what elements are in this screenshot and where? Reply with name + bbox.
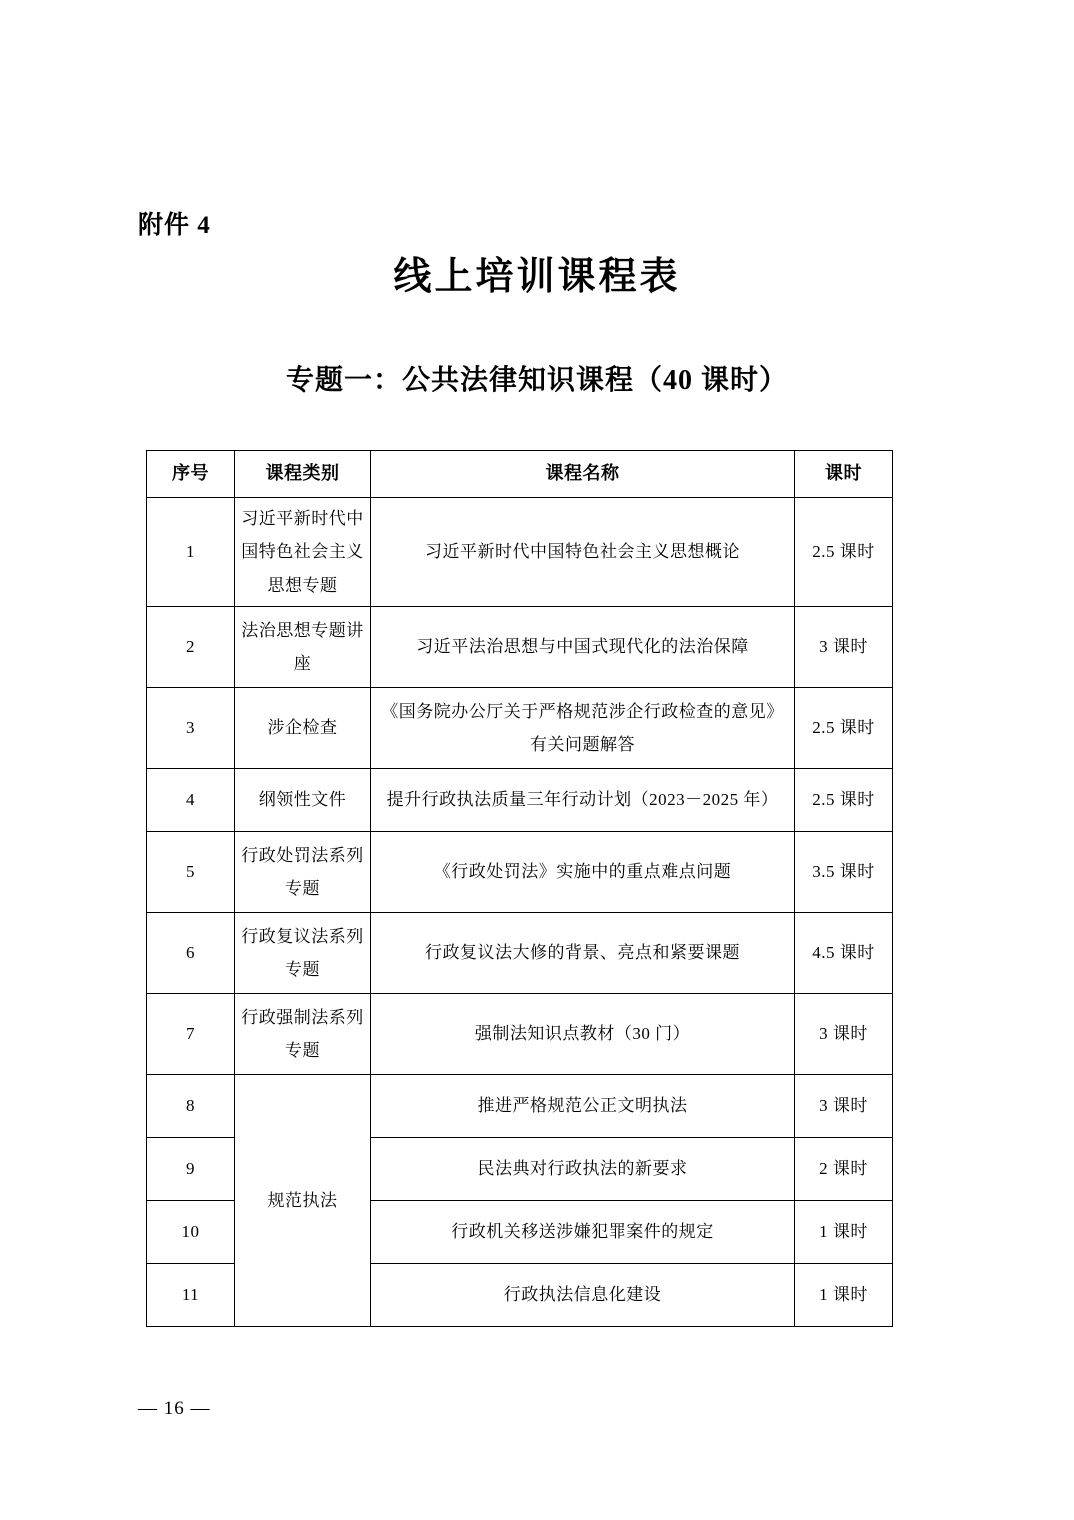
attachment-label: 附件 4 xyxy=(138,212,211,239)
cell-category: 行政强制法系列专题 xyxy=(235,994,371,1075)
column-header-index: 序号 xyxy=(147,451,235,498)
table-row xyxy=(147,607,893,688)
cell-name: 行政机关移送涉嫌犯罪案件的规定 xyxy=(371,1201,795,1264)
cell-category: 行政处罚法系列专题 xyxy=(235,832,371,913)
cell-index: 11 xyxy=(147,1264,235,1327)
cell-index: 7 xyxy=(147,994,235,1075)
cell-index: 1 xyxy=(147,498,235,607)
cell-index: 8 xyxy=(147,1075,235,1138)
table-row xyxy=(147,769,893,832)
table-row xyxy=(147,994,893,1075)
cell-name: 推进严格规范公正文明执法 xyxy=(371,1075,795,1138)
cell-category: 法治思想专题讲座 xyxy=(235,607,371,688)
table-row xyxy=(147,1075,893,1138)
cell-name: 民法典对行政执法的新要求 xyxy=(371,1138,795,1201)
cell-index: 4 xyxy=(147,769,235,832)
cell-name: 提升行政执法质量三年行动计划（2023－2025 年） xyxy=(371,769,795,832)
cell-hours: 4.5 课时 xyxy=(795,913,893,994)
cell-hours: 1 课时 xyxy=(795,1201,893,1264)
table-row xyxy=(147,498,893,607)
cell-name: 强制法知识点教材（30 门） xyxy=(371,994,795,1075)
cell-hours: 2.5 课时 xyxy=(795,769,893,832)
cell-hours: 2.5 课时 xyxy=(795,498,893,607)
cell-hours: 1 课时 xyxy=(795,1264,893,1327)
cell-name: 《行政处罚法》实施中的重点难点问题 xyxy=(371,832,795,913)
table-row xyxy=(147,688,893,769)
cell-hours: 2.5 课时 xyxy=(795,688,893,769)
section-title: 专题一：公共法律知识课程（40 课时） xyxy=(285,365,788,396)
cell-category: 行政复议法系列专题 xyxy=(235,913,371,994)
cell-index: 2 xyxy=(147,607,235,688)
cell-index: 5 xyxy=(147,832,235,913)
page-title: 线上培训课程表 xyxy=(393,256,681,298)
cell-index: 6 xyxy=(147,913,235,994)
cell-category: 涉企检查 xyxy=(235,688,371,769)
cell-category: 规范执法 xyxy=(235,1075,371,1327)
cell-name: 《国务院办公厅关于严格规范涉企行政检查的意见》有关问题解答 xyxy=(371,688,795,769)
page-number: — 16 — xyxy=(138,1398,211,1419)
cell-index: 3 xyxy=(147,688,235,769)
course-table xyxy=(146,450,893,1327)
cell-index: 10 xyxy=(147,1201,235,1264)
cell-name: 行政执法信息化建设 xyxy=(371,1264,795,1327)
cell-hours: 3.5 课时 xyxy=(795,832,893,913)
column-header-hours: 课时 xyxy=(795,451,893,498)
cell-name: 习近平新时代中国特色社会主义思想概论 xyxy=(371,498,795,607)
cell-hours: 3 课时 xyxy=(795,607,893,688)
table-row xyxy=(147,913,893,994)
cell-index: 9 xyxy=(147,1138,235,1201)
cell-category: 习近平新时代中国特色社会主义思想专题 xyxy=(235,498,371,607)
cell-hours: 3 课时 xyxy=(795,1075,893,1138)
table-row xyxy=(147,832,893,913)
cell-category: 纲领性文件 xyxy=(235,769,371,832)
column-header-category: 课程类别 xyxy=(235,451,371,498)
cell-name: 习近平法治思想与中国式现代化的法治保障 xyxy=(371,607,795,688)
table-header-row xyxy=(147,451,893,498)
column-header-name: 课程名称 xyxy=(371,451,795,498)
cell-hours: 2 课时 xyxy=(795,1138,893,1201)
cell-hours: 3 课时 xyxy=(795,994,893,1075)
cell-name: 行政复议法大修的背景、亮点和紧要课题 xyxy=(371,913,795,994)
